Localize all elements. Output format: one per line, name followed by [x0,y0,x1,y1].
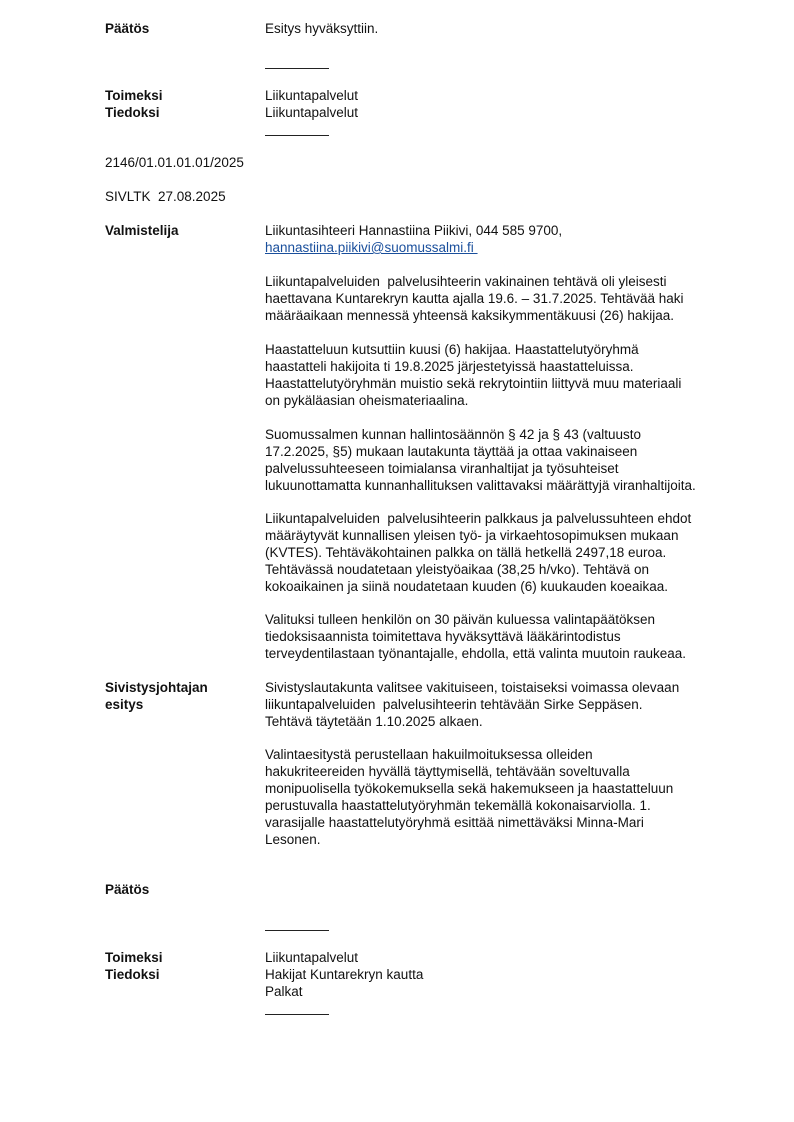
paatos-label: Päätös [105,21,150,36]
text-line: tiedoksisaannista toimitettava hyväksyttävä lääkärintodistus [265,629,621,644]
tiedoksi-label: Tiedoksi [105,105,160,120]
text-line: liikuntapalveluiden palvelusihteerin tehtävään Sirke Seppäsen. [265,697,643,712]
text-line: Tehtävässä noudatetaan yleistyöaikaa (38,25 h/vko). Tehtävä on [265,562,650,577]
text-line: 17.2.2025, §5) mukaan lautakunta täyttää ja ottaa vakinaiseen [265,444,638,459]
text-line: Valituksi tulleen henkilön on 30 päivän kuluessa valintapäätöksen [265,612,656,627]
paragraph-salary [265,510,735,595]
toimeksi-label-2: Toimeksi [105,950,163,965]
text-line: Tehtävä täytetään 1.10.2025 alkaen. [265,714,483,729]
text-line: määräaikaan mennessä yhteensä kaksikymmentäkuusi (26) hakijaa. [265,308,674,323]
tiedoksi-label-2: Tiedoksi [105,967,160,982]
toimeksi-text-2: Liikuntapalvelut [265,950,359,965]
text-line: Valintaesitystä perustellaan hakuilmoituksessa olleiden [265,747,593,762]
preparer-contact: Liikuntasihteeri Hannastiina Piikivi, 044 585 9700, [265,223,563,238]
text-line: haettavana Kuntarekryn kautta ajalla 19.6. – 31.7.2025. Tehtävää haki [265,291,684,306]
text-line: Haastattelutyöryhmän muistio sekä rekrytointiin liittyvä muu materiaali [265,376,682,391]
paatos-text: Esitys hyväksyttiin. [265,21,379,36]
text-line: palvelussuhteeseen toimialansa viranhaltijat ja työsuhteiset [265,461,619,476]
text-line: on pykäläasian oheismateriaalina. [265,393,469,408]
text-line: terveydentilastaan työnantajalle, ehdolla, että valinta muutoin raukeaa. [265,646,687,661]
valmistelija-label: Valmistelija [105,223,179,238]
text-line: Haastatteluun kutsuttiin kuusi (6) hakijaa. Haastattelutyöryhmä [265,342,639,357]
text-line: määräytyvät kunnallisen yleisen työ- ja virkaehtosopimuksen mukaan [265,528,679,543]
text-line: kokoaikainen ja siinä noudatetaan kuuden (6) kuukauden koeaikaa. [265,579,669,594]
tiedoksi-text-2a: Hakijat Kuntarekryn kautta [265,967,424,982]
text-line: haastatteli hakijoita ti 19.8.2025 järjestetyissä haastatteluissa. [265,359,634,374]
esitys-label-line1: Sivistysjohtajan [105,680,208,695]
text-line: hakukriteereiden hyvällä täyttymisellä, tehtävään soveltuvalla [265,764,630,779]
text-line: monipuolisella työkokemuksella sekä hakemukseen ja haastatteluun [265,781,674,796]
divider-rule [265,1014,329,1015]
tiedoksi-text-2b: Palkat [265,984,303,999]
text-line: Lesonen. [265,832,321,847]
text-line: perustuvalla haastattelutyöryhmän tekemällä kokonaisarviolla. 1. [265,798,651,813]
record-number: 2146/01.01.01.01/2025 [105,155,244,170]
text-line: lukuunottamatta kunnanhallituksen valittavaksi määrättyjä viranhaltijoita. [265,478,696,493]
paragraph-medical-certificate [265,611,735,662]
text-line: varasijalle haastattelutyöryhmä esittää nimettäväksi Minna-Mari [265,815,644,830]
esitys-label-line2: esitys [105,697,144,712]
text-line: Liikuntapalveluiden palvelusihteerin vakinainen tehtävä oli yleisesti [265,274,667,289]
paragraph-announcement [265,273,735,324]
meeting-reference: SIVLTK 27.08.2025 [105,189,226,204]
paragraph-regulations [265,426,735,494]
text-line: Suomussalmen kunnan hallintosäännön § 42 ja § 43 (valtuusto [265,427,642,442]
divider-rule [265,68,329,69]
toimeksi-text: Liikuntapalvelut [265,88,359,103]
text-line: Sivistyslautakunta valitsee vakituiseen, toistaiseksi voimassa olevaan [265,680,680,695]
divider-rule [265,135,329,136]
paragraph-interviews [265,341,735,409]
proposal-paragraph [265,679,735,730]
text-line: (KVTES). Tehtäväkohtainen palkka on tällä hetkellä 2497,18 euroa. [265,545,667,560]
preparer-email-link[interactable]: hannastiina.piikivi@suomussalmi.fi [265,240,478,255]
text-line: Liikuntapalveluiden palvelusihteerin palkkaus ja palvelussuhteen ehdot [265,511,692,526]
justification-paragraph [265,746,735,848]
toimeksi-label: Toimeksi [105,88,163,103]
paatos-label-2: Päätös [105,882,150,897]
divider-rule [265,930,329,931]
tiedoksi-text: Liikuntapalvelut [265,105,359,120]
